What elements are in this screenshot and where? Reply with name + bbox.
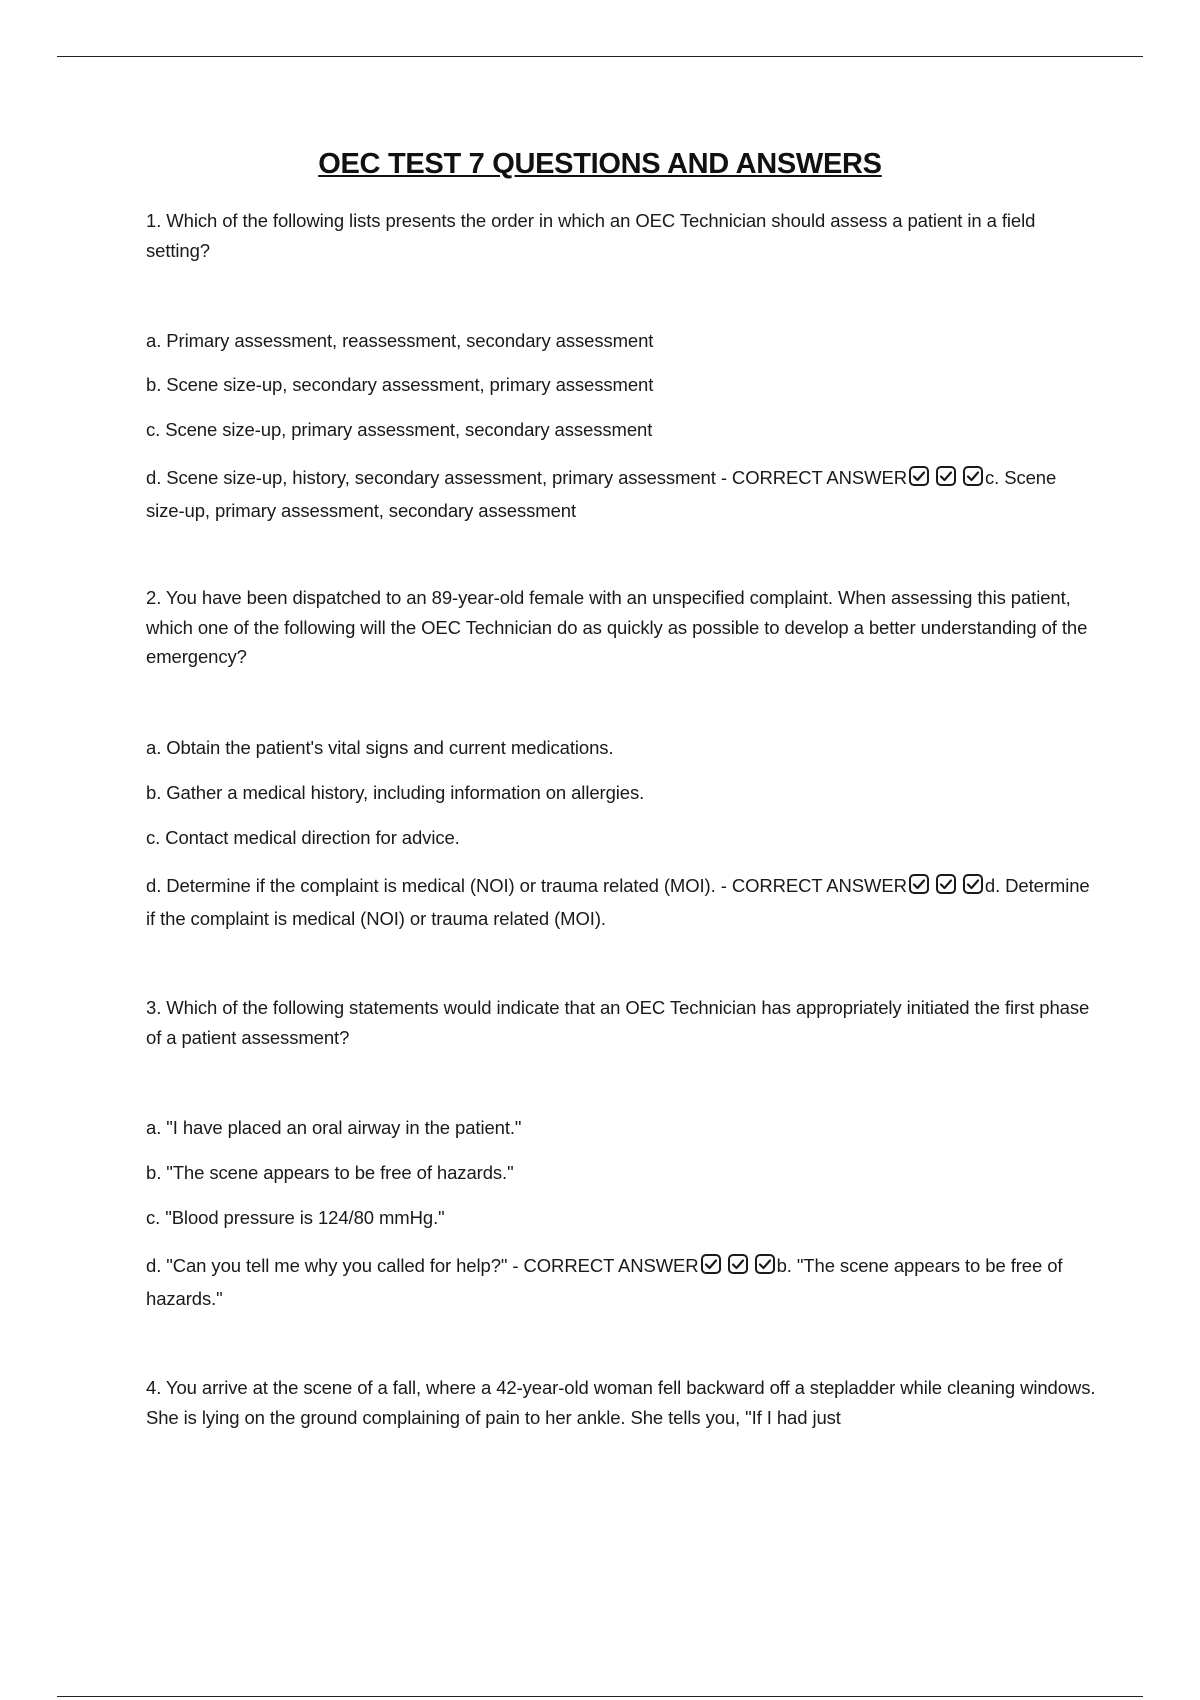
question-2-option-d: d. Determine if the complaint is medical (NOI) or trauma related (MOI).	[146, 875, 716, 896]
check-icon	[909, 466, 929, 486]
page-title: OEC TEST 7 QUESTIONS AND ANSWERS	[318, 148, 882, 180]
question-1-option-d-answer	[146, 463, 1096, 525]
question-3-option-d-answer	[146, 1251, 1096, 1313]
check-icon	[936, 874, 956, 894]
check-icon	[963, 466, 983, 486]
question-2-option-b: b. Gather a medical history, including information on allergies.	[146, 782, 645, 803]
check-icon	[936, 466, 956, 486]
question-4-stem: 4. You arrive at the scene of a fall, where a 42-year-old woman fell backward off a stepladder while cleaning windows. She is lying on the ground complaining of pain to her ankle. She tells you, "If I had just	[146, 1377, 1096, 1428]
correct-answer-label: - CORRECT ANSWER	[720, 875, 907, 896]
question-3-option-a: a. "I have placed an oral airway in the patient."	[146, 1117, 522, 1138]
question-2-stem: 2. You have been dispatched to an 89-year-old female with an unspecified complaint. When assessing this patient, which one of the following will the OEC Technician do as quickly as possible to develop a better understanding of the emergency?	[146, 587, 1088, 667]
question-2-option-d-answer	[146, 871, 1096, 933]
correct-answer-label: - CORRECT ANSWER	[512, 1255, 699, 1276]
check-icon	[728, 1254, 748, 1274]
question-3-option-b: b. "The scene appears to be free of hazards."	[146, 1162, 514, 1183]
top-rule	[57, 56, 1143, 57]
correct-answer-label: - CORRECT ANSWER	[720, 467, 907, 488]
question-1-stem: 1. Which of the following lists presents the order in which an OEC Technician should assess a patient in a field setting?	[146, 210, 1036, 261]
question-3-correct-answer: b. "The scene appears to be free of hazards."	[146, 1255, 1063, 1309]
question-1-option-a: a. Primary assessment, reassessment, secondary assessment	[146, 330, 654, 351]
question-1-option-b: b. Scene size-up, secondary assessment, primary assessment	[146, 374, 654, 395]
question-1-correct-answer: c. Scene size-up, primary assessment, secondary assessment	[146, 467, 1057, 521]
question-3-stem: 3. Which of the following statements would indicate that an OEC Technician has appropriately initiated the first phase of a patient assessment?	[146, 997, 1090, 1048]
check-group	[909, 466, 984, 496]
check-icon	[701, 1254, 721, 1274]
question-3-option-c: c. "Blood pressure is 124/80 mmHg."	[146, 1207, 445, 1228]
check-group	[701, 1254, 776, 1284]
check-icon	[909, 874, 929, 894]
check-group	[909, 874, 984, 904]
question-2-option-a: a. Obtain the patient's vital signs and current medications.	[146, 737, 614, 758]
question-3-option-d: d. "Can you tell me why you called for help?"	[146, 1255, 508, 1276]
question-2-option-c: c. Contact medical direction for advice.	[146, 827, 460, 848]
question-1-option-d: d. Scene size-up, history, secondary assessment, primary assessment	[146, 467, 716, 488]
check-icon	[963, 874, 983, 894]
check-icon	[755, 1254, 775, 1274]
bottom-rule	[57, 1696, 1143, 1697]
question-2-correct-answer: d. Determine if the complaint is medical (NOI) or trauma related (MOI).	[146, 875, 1090, 929]
question-1-option-c: c. Scene size-up, primary assessment, secondary assessment	[146, 419, 653, 440]
